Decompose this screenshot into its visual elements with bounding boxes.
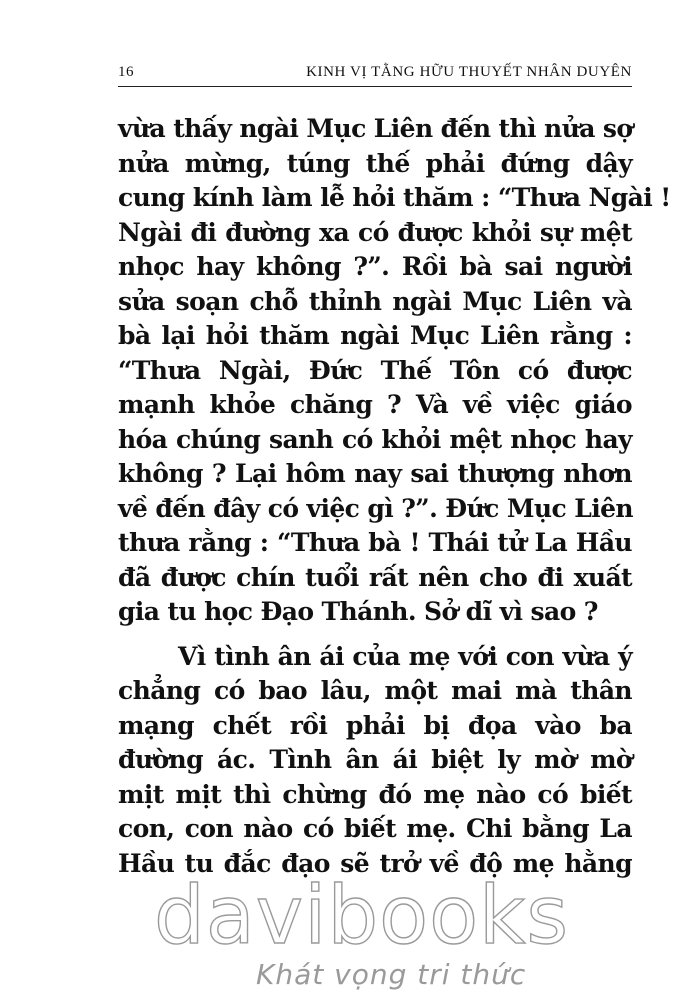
- text-line: bà lại hỏi thăm ngài Mục Liên rằng :: [118, 321, 632, 350]
- running-title: KINH VỊ TẰNG HỮU THUYẾT NHÂN DUYÊN: [306, 64, 632, 80]
- paragraph-gap: [118, 630, 632, 640]
- text-line: hóa chúng sanh có khỏi mệt nhọc hay: [118, 424, 632, 454]
- text-line: nửa mừng, túng thế phải đứng dậy: [118, 148, 632, 178]
- text-line: gia tu học Đạo Thánh. Sở dĩ vì sao ?: [118, 597, 598, 626]
- text-line: đã được chín tuổi rất nên cho đi xuất: [118, 562, 632, 592]
- page-number: 16: [118, 64, 134, 80]
- body-text: [118, 112, 671, 881]
- text-line: Ngài đi đường xa có được khỏi sự mệt: [118, 217, 632, 247]
- header-rule: [118, 86, 632, 87]
- text-line: sửa soạn chỗ thỉnh ngài Mục Liên và: [118, 286, 632, 316]
- watermark-tagline: Khát vọng tri thức: [256, 958, 527, 991]
- text-line: con, con nào có biết mẹ. Chi bằng La: [118, 814, 632, 843]
- paragraph: [118, 112, 671, 630]
- text-line: đường ác. Tình ân ái biệt ly mờ mờ: [118, 745, 632, 774]
- text-line: “Thưa Ngài, Đức Thế Tôn có được: [118, 355, 632, 385]
- paragraph: [118, 640, 632, 882]
- text-line: không ? Lại hôm nay sai thượng nhơn: [118, 459, 632, 488]
- text-line: Hầu tu đắc đạo sẽ trở về độ mẹ hằng: [118, 848, 632, 878]
- watermark-logo: [154, 869, 570, 996]
- text-line: nhọc hay không ?”. Rồi bà sai người: [118, 252, 632, 281]
- watermark-logo-text: davibooks: [154, 869, 570, 962]
- text-line: mạnh khỏe chăng ? Và về việc giáo: [118, 390, 632, 419]
- text-line: cung kính làm lễ hỏi thăm : “Thưa Ngài !: [118, 183, 671, 212]
- text-line: Vì tình ân ái của mẹ với con vừa ý: [178, 641, 632, 671]
- text-line: mạng chết rồi phải bị đọa vào ba: [118, 710, 632, 740]
- text-line: thưa rằng : “Thưa bà ! Thái tử La Hầu: [118, 528, 632, 557]
- text-line: chẳng có bao lâu, một mai mà thân: [118, 676, 632, 705]
- page-header: [118, 58, 632, 88]
- text-line: về đến đây có việc gì ?”. Đức Mục Liên: [118, 493, 633, 523]
- text-line: vừa thấy ngài Mục Liên đến thì nửa sợ: [118, 114, 633, 143]
- text-line: mịt mịt thì chừng đó mẹ nào có biết: [118, 779, 632, 809]
